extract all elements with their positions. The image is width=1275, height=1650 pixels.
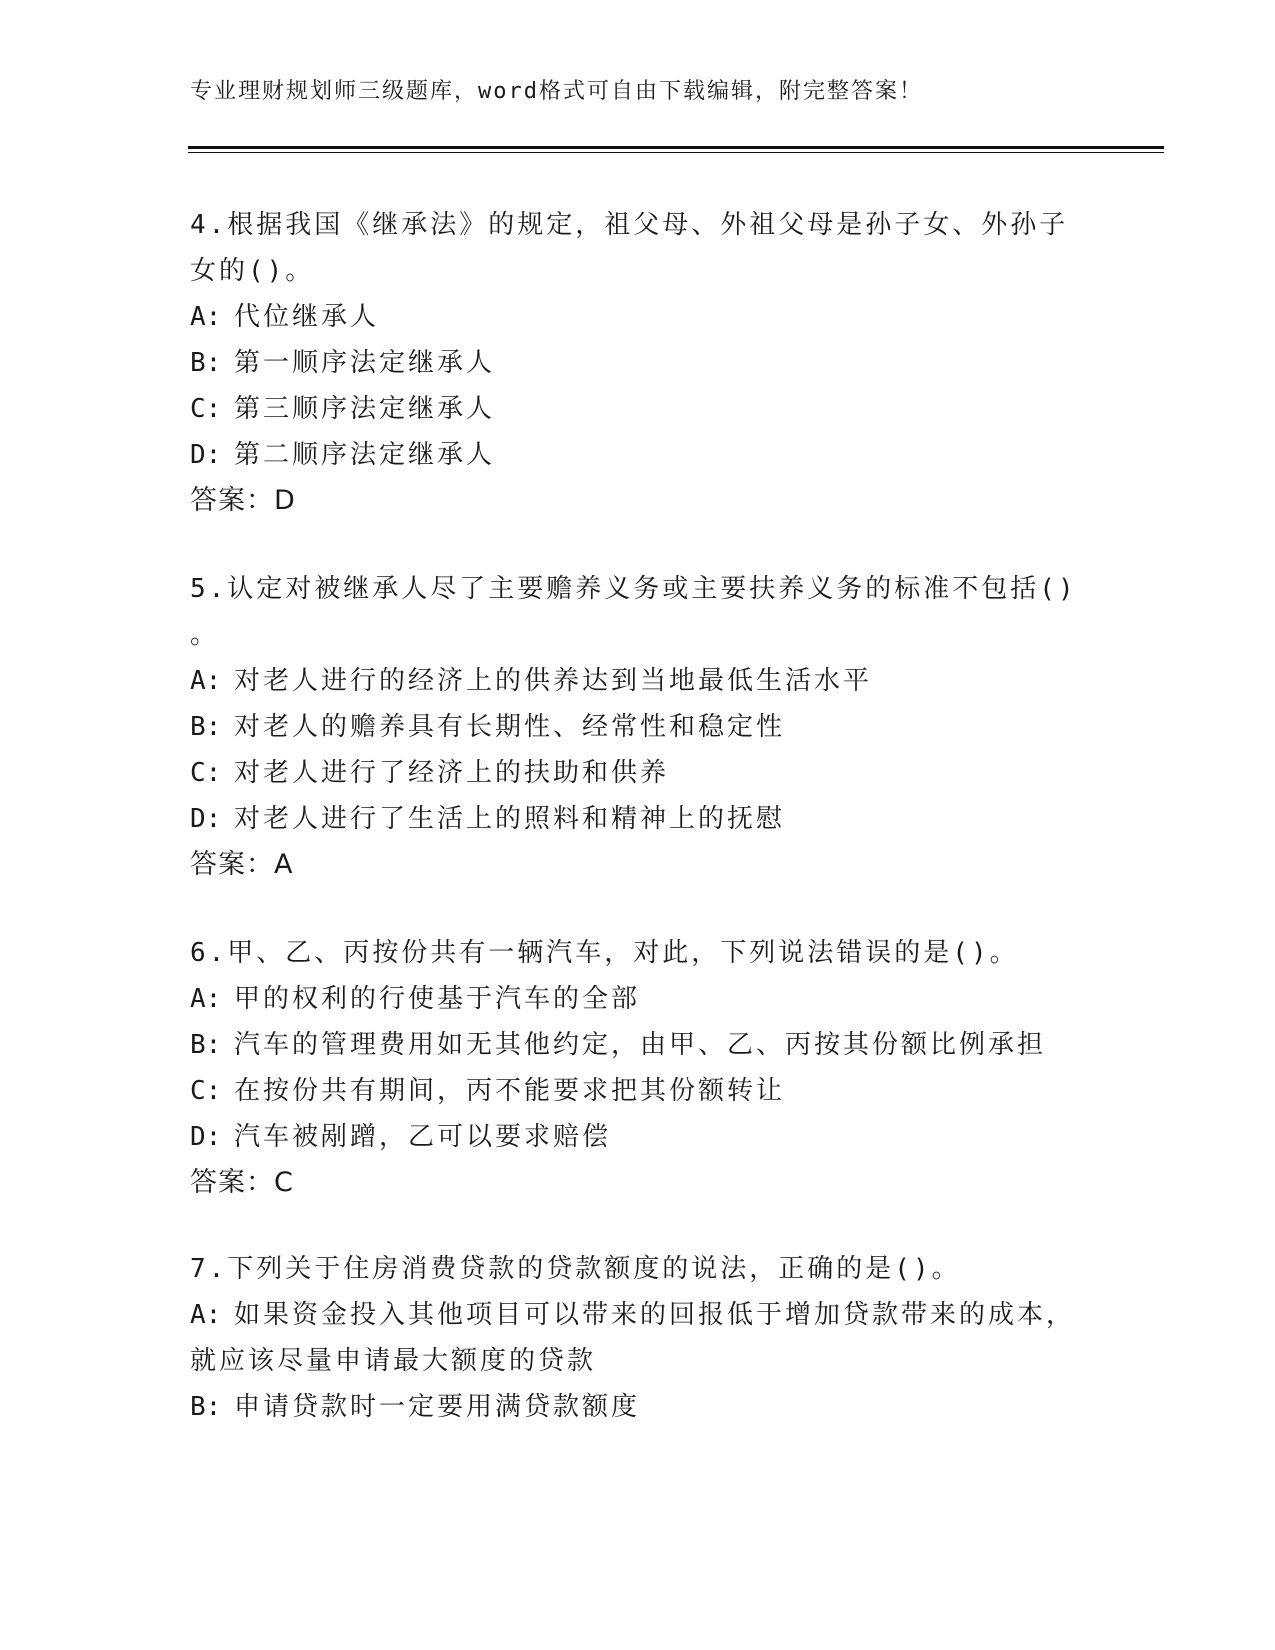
question-6 [190,930,1090,1206]
option-text: 汽车被剐蹭，乙可以要求赔偿 [234,1122,612,1152]
option-label: A: [190,666,222,696]
option-c [190,1068,1090,1114]
question-stem: 女的()。 [190,256,315,286]
page-header: 专业理财规划师三级题库，word格式可自由下载编辑，附完整答案！ [190,79,923,104]
answer-line: 答案：A [190,849,294,880]
option-label: A: [190,302,222,332]
header-divider [188,146,1164,153]
option-a [190,294,1090,340]
question-4 [190,202,1090,524]
option-text: 对老人进行的经济上的供养达到当地最低生活水平 [234,666,873,696]
option-text: 申请贷款时一定要用满贷款额度 [234,1392,641,1422]
option-label: B: [190,1030,222,1060]
option-text: 汽车的管理费用如无其他约定，由甲、乙、丙按其份额比例承担 [234,1030,1047,1060]
option-c [190,386,1090,432]
option-label: B: [190,1392,222,1422]
option-d [190,796,1090,842]
option-text: 第三顺序法定继承人 [234,394,496,424]
option-c [190,750,1090,796]
option-b [190,340,1090,386]
question-stem: 4.根据我国《继承法》的规定，祖父母、外祖父母是孙子女、外孙子 [190,210,1069,240]
option-a [190,976,1090,1022]
option-a-continuation: 就应该尽量申请最大额度的贷款 [190,1346,597,1376]
option-label: C: [190,758,222,788]
option-label: A: [190,984,222,1014]
option-d [190,1114,1090,1160]
option-label: A: [190,1300,222,1330]
option-d [190,432,1090,478]
question-stem: 5.认定对被继承人尽了主要赡养义务或主要扶养义务的标准不包括() [190,574,1077,604]
option-text: 甲的权利的行使基于汽车的全部 [234,984,641,1014]
option-text: 如果资金投入其他项目可以带来的回报低于增加贷款带来的成本， [234,1300,1076,1330]
option-label: B: [190,348,222,378]
question-stem: 7.下列关于住房消费贷款的贷款额度的说法，正确的是()。 [190,1254,961,1284]
answer-line: 答案：C [190,1167,294,1198]
answer-line: 答案：D [190,485,296,516]
option-text: 在按份共有期间，丙不能要求把其份额转让 [234,1076,786,1106]
option-b [190,704,1090,750]
option-text: 对老人的赡养具有长期性、经常性和稳定性 [234,712,786,742]
question-stem: 。 [190,620,220,650]
option-text: 第二顺序法定继承人 [234,440,496,470]
option-label: D: [190,1122,222,1152]
option-a [190,1292,1090,1338]
question-7 [190,1246,1090,1430]
option-label: C: [190,394,222,424]
option-label: D: [190,804,222,834]
option-label: C: [190,1076,222,1106]
option-label: B: [190,712,222,742]
option-text: 对老人进行了生活上的照料和精神上的抚慰 [234,804,786,834]
option-text: 代位继承人 [234,302,380,332]
question-stem: 6.甲、乙、丙按份共有一辆汽车，对此，下列说法错误的是()。 [190,938,1019,968]
option-b [190,1022,1090,1068]
option-b [190,1384,1090,1430]
option-text: 第一顺序法定继承人 [234,348,496,378]
question-5 [190,566,1090,888]
option-label: D: [190,440,222,470]
option-a [190,658,1090,704]
option-text: 对老人进行了经济上的扶助和供养 [234,758,670,788]
